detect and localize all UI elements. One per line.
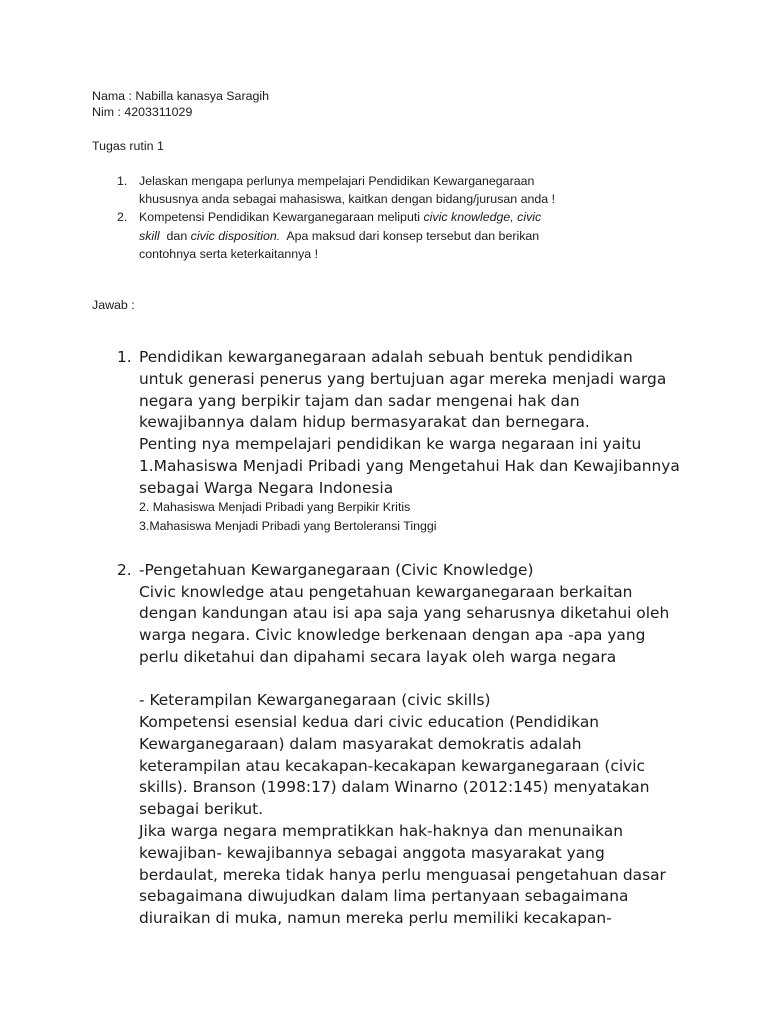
question-2-line xyxy=(139,229,539,243)
answer-1-line: untuk generasi penerus yang bertujuan agar mereka menjadi warga xyxy=(139,370,667,388)
answer-2-line: Jika warga negara mempratikkan hak-haknya dan menunaikan xyxy=(139,822,623,840)
answer-2-line: sebagaimana diwujudkan dalam lima pertanyaan sebagaimana xyxy=(139,887,629,905)
answer-2-line: kewajiban- kewajibannya sebagai anggota masyarakat yang xyxy=(139,844,605,862)
question-2-italic: skill xyxy=(139,229,160,243)
question-2-line: contohnya serta keterkaitannya ! xyxy=(139,247,319,261)
student-name: Nama : Nabilla kanasya Saragih xyxy=(92,89,270,103)
answer-label: Jawab : xyxy=(92,298,135,312)
answer-2-line: perlu diketahui dan dipahami secara layak oleh warga negara xyxy=(139,648,617,666)
question-2-text: dan xyxy=(159,229,191,243)
answer-2-line: warga negara. Civic knowledge berkenaan dengan apa -apa yang xyxy=(139,626,646,644)
answer-2-line: - Keterampilan Kewarganegaraan (civic skills) xyxy=(139,691,491,709)
answer-2-line: sebagai berikut. xyxy=(139,800,264,818)
answer-2-line: keterampilan atau kecakapan-kecakapan kewarganegaraan (civic xyxy=(139,757,645,775)
question-2-text: Apa maksud dari konsep tersebut dan berikan xyxy=(280,229,540,243)
question-1-number: 1. xyxy=(117,174,128,188)
answer-2-line: diuraikan di muka, namun mereka perlu memiliki kecakapan- xyxy=(139,909,612,927)
question-2-italic: civic disposition. xyxy=(190,229,281,243)
answer-1-line: 3.Mahasiswa Menjadi Pribadi yang Bertoleransi Tinggi xyxy=(139,519,437,533)
answer-2-line: Kewarganegaraan) dalam masyarakat demokratis adalah xyxy=(139,735,582,753)
question-2-line xyxy=(139,210,541,224)
assignment-title: Tugas rutin 1 xyxy=(92,139,164,153)
answer-1-line: 1.Mahasiswa Menjadi Pribadi yang Mengetahui Hak dan Kewajibannya xyxy=(139,457,680,475)
answer-2-line: Civic knowledge atau pengetahuan kewarganegaraan berkaitan xyxy=(139,583,633,601)
answer-1-number: 1. xyxy=(117,348,132,366)
answer-1-line: Penting nya mempelajari pendidikan ke warga negaraan ini yaitu xyxy=(139,435,642,453)
answer-1-line: Pendidikan kewarganegaraan adalah sebuah bentuk pendidikan xyxy=(139,348,633,366)
question-2-number: 2. xyxy=(117,210,128,224)
answer-2-line: skills). Branson (1998:17) dalam Winarno (2012:145) menyatakan xyxy=(139,778,650,796)
answer-2-line: berdaulat, mereka tidak hanya perlu menguasai pengetahuan dasar xyxy=(139,866,666,884)
question-2-text: Kompetensi Pendidikan Kewarganegaraan meliputi xyxy=(139,210,424,224)
answer-1-line: 2. Mahasiswa Menjadi Pribadi yang Berpikir Kritis xyxy=(139,500,411,514)
question-1-line: Jelaskan mengapa perlunya mempelajari Pendidikan Kewarganegaraan xyxy=(139,174,535,188)
answer-1-line: negara yang berpikir tajam dan sadar mengenai hak dan xyxy=(139,392,580,410)
answer-1-line: kewajibannya dalam hidup bermasyarakat dan bernegara. xyxy=(139,413,590,431)
answer-2-line: -Pengetahuan Kewarganegaraan (Civic Knowledge) xyxy=(139,561,534,579)
question-2-italic: civic knowledge, civic xyxy=(423,210,542,224)
question-1-line: khususnya anda sebagai mahasiswa, kaitkan dengan bidang/jurusan anda ! xyxy=(139,192,556,206)
answer-2-number: 2. xyxy=(117,561,132,579)
answer-2-line: Kompetensi esensial kedua dari civic education (Pendidikan xyxy=(139,713,600,731)
student-nim: Nim : 4203311029 xyxy=(92,105,193,119)
answer-1-line: sebagai Warga Negara Indonesia xyxy=(139,479,394,497)
answer-2-line: dengan kandungan atau isi apa saja yang seharusnya diketahui oleh xyxy=(139,604,670,622)
